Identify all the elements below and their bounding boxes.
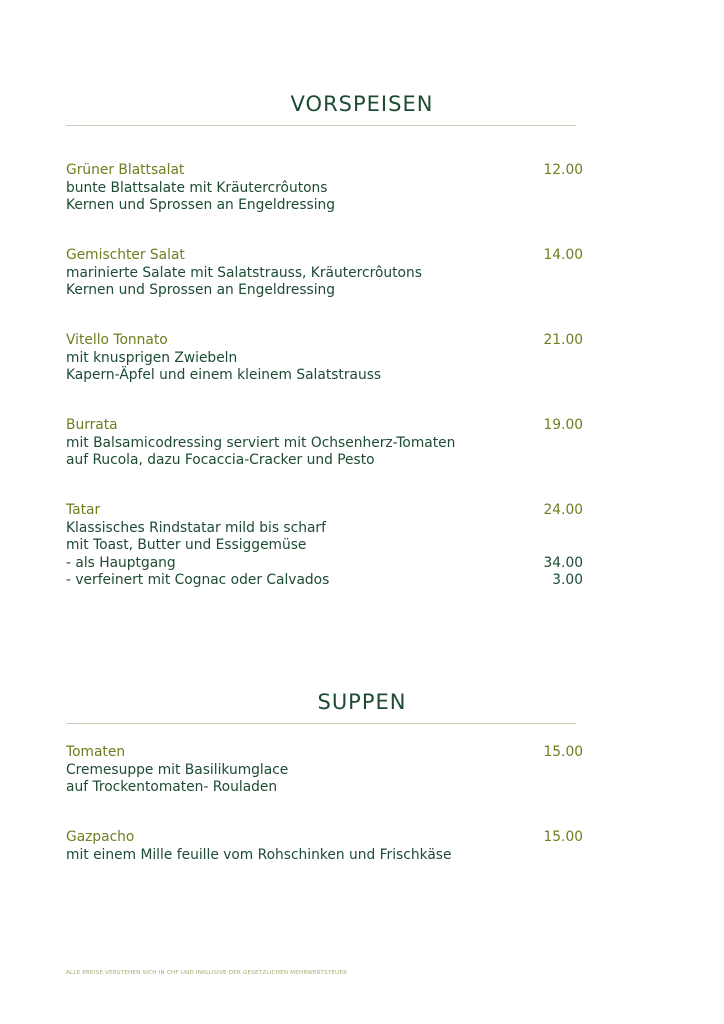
- item-description: marinierte Salate mit Salatstrauss, Kräutercrôutons: [66, 264, 422, 281]
- menu-item-gazpacho: [66, 829, 586, 864]
- item-description: mit Balsamicodressing serviert mit Ochsenherz-Tomaten: [66, 434, 456, 451]
- section-divider: [66, 723, 576, 724]
- item-name: Gazpacho: [66, 829, 135, 845]
- section-title-vorspeisen: VORSPEISEN: [290, 92, 434, 116]
- menu-item-gruener-blattsalat: [66, 162, 586, 215]
- item-description: Kapern-Äpfel und einem kleinem Salatstrauss: [66, 367, 382, 383]
- item-description: Klassisches Rindstatar mild bis scharf: [66, 519, 326, 536]
- item-name: Grüner Blattsalat: [66, 162, 185, 178]
- item-name: Burrata: [66, 417, 118, 433]
- item-variant: [66, 555, 586, 573]
- item-description: Kernen und Sprossen an Engeldressing: [66, 282, 336, 298]
- menu-item-tatar: [66, 502, 586, 590]
- variant-price: 34.00: [543, 554, 583, 571]
- variant-label: - verfeinert mit Cognac oder Calvados: [66, 572, 330, 588]
- menu-item-burrata: [66, 417, 586, 470]
- menu-item-tomaten: [66, 744, 586, 797]
- item-description: Cremesuppe mit Basilikumglace: [66, 761, 289, 778]
- item-name: Tomaten: [66, 744, 126, 760]
- menu-item-gemischter-salat: [66, 247, 586, 300]
- item-name: Vitello Tonnato: [66, 332, 168, 348]
- item-name: Gemischter Salat: [66, 247, 185, 263]
- item-price: 15.00: [543, 744, 583, 760]
- variant-label: - als Hauptgang: [66, 554, 176, 571]
- item-description: mit einem Mille feuille vom Rohschinken und Frischkäse: [66, 846, 452, 863]
- item-description: auf Trockentomaten- Rouladen: [66, 779, 278, 795]
- item-description: auf Rucola, dazu Focaccia-Cracker und Pesto: [66, 452, 375, 468]
- item-price: 19.00: [543, 417, 583, 433]
- variant-price: 3.00: [552, 572, 583, 588]
- item-price: 12.00: [543, 162, 583, 178]
- item-variant: [66, 572, 586, 590]
- item-description: bunte Blattsalate mit Kräutercrôutons: [66, 179, 328, 196]
- section-divider: [66, 125, 576, 126]
- section-title-suppen: SUPPEN: [317, 690, 407, 714]
- menu-item-vitello-tonnato: [66, 332, 586, 385]
- item-name: Tatar: [66, 502, 101, 518]
- item-description: Kernen und Sprossen an Engeldressing: [66, 197, 336, 213]
- item-price: 15.00: [543, 829, 583, 845]
- item-description: mit Toast, Butter und Essiggemüse: [66, 537, 307, 553]
- item-price: 14.00: [543, 247, 583, 263]
- item-price: 24.00: [543, 502, 583, 518]
- price-footnote: ALLE PREISE VERSTEHEN SICH IN CHF UND INKLUSIVE DER GESETZLICHEN MEHRWERTSTEUER: [66, 970, 348, 976]
- item-description: mit knusprigen Zwiebeln: [66, 349, 238, 366]
- item-price: 21.00: [543, 332, 583, 348]
